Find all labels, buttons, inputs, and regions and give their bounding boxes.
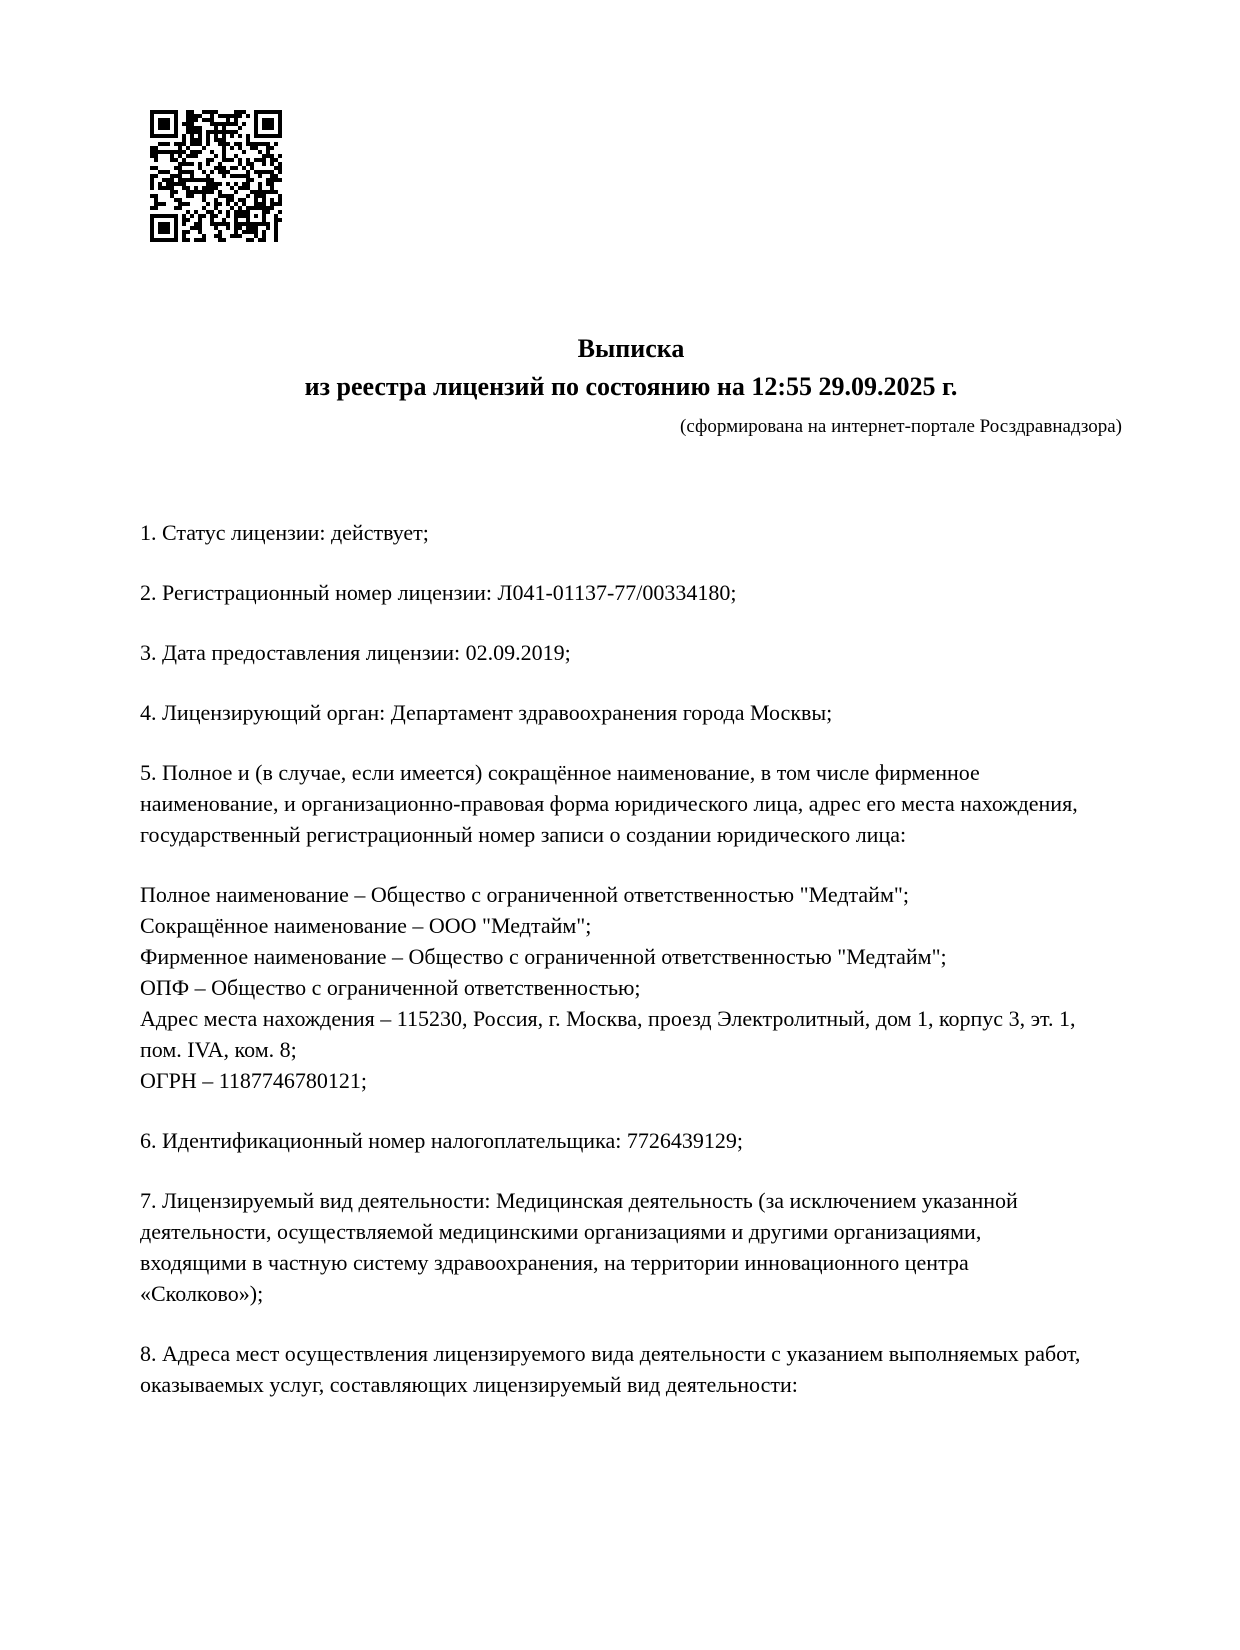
paragraph-registration-number: 2. Регистрационный номер лицензии: Л041-01137-77/00334180; [140, 580, 737, 605]
company-detail-ogrn: ОГРН – 1187746780121; [140, 1068, 368, 1093]
paragraph-company-intro: 5. Полное и (в случае, если имеется) сокращённое наименование, в том числе фирменное наименование, и организационно-правовая форма юридического лица, адрес его места нахождения, государственный регистрационный номер записи о создании юридического лица: [140, 760, 1078, 847]
paragraph-taxpayer-number: 6. Идентификационный номер налогоплательщика: 7726439129; [140, 1128, 743, 1153]
company-detail-legal-form: ОПФ – Общество с ограниченной ответственностью; [140, 975, 641, 1000]
company-details-block [140, 879, 1090, 1096]
company-detail-address: Адрес места нахождения – 115230, Россия, г. Москва, проезд Электролитный, дом 1, корпус 3, эт. 1, пом. IVA, ком. 8; [140, 1006, 1076, 1062]
paragraph-licensed-activity: 7. Лицензируемый вид деятельности: Медицинская деятельность (за исключением указанной деятельности, осуществляемой медицинскими организациями и другими организациями, входящими в частную систему здравоохранения, на территории инновационного центра «Сколково»); [140, 1188, 1018, 1306]
title-line-1: Выписка [577, 334, 685, 363]
company-detail-short-name: Сокращённое наименование – ООО "Медтайм"; [140, 913, 592, 938]
formation-note: (сформирована на интернет-портале Росздравнадзора) [680, 416, 1122, 437]
document-title [140, 330, 1122, 406]
paragraph-license-status: 1. Статус лицензии: действует; [140, 520, 429, 545]
company-detail-full-name: Полное наименование – Общество с ограниченной ответственностью "Медтайм"; [140, 882, 909, 907]
company-detail-brand-name: Фирменное наименование – Общество с ограниченной ответственностью "Медтайм"; [140, 944, 947, 969]
paragraph-activity-addresses: 8. Адреса мест осуществления лицензируемого вида деятельности с указанием выполняемых работ, оказываемых услуг, составляющих лицензируемый вид деятельности: [140, 1341, 1081, 1397]
paragraph-grant-date: 3. Дата предоставления лицензии: 02.09.2019; [140, 640, 571, 665]
title-line-2: из реестра лицензий по состоянию на 12:55 29.09.2025 г. [304, 372, 958, 401]
qr-code [150, 110, 282, 242]
paragraph-licensing-authority: 4. Лицензирующий орган: Департамент здравоохранения города Москвы; [140, 700, 833, 725]
document-body [140, 517, 1090, 1400]
